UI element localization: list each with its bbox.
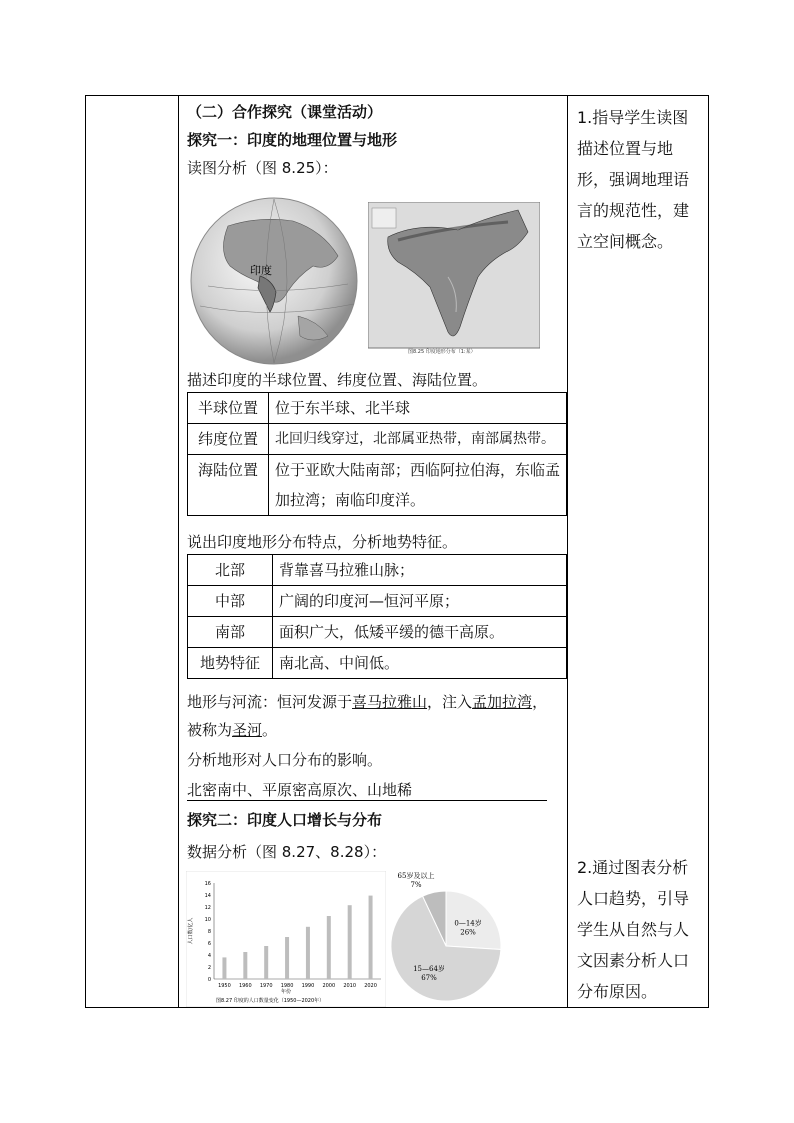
question-terrain: 说出印度地形分布特点，分析地势特征。	[187, 533, 458, 551]
table-value: 南北高、中间低。	[273, 648, 567, 679]
river-prefix: 地形与河流：恒河发源于	[187, 693, 353, 711]
table-key: 南部	[188, 617, 273, 648]
data-analysis-line: 数据分析（图 8.27、8.28）：	[187, 843, 387, 861]
table-value: 面积广大，低矮平缓的德干高原。	[273, 617, 567, 648]
x-tick-label: 1960	[238, 983, 252, 989]
table-value: 北回归线穿过，北部属亚热带，南部属热带。	[269, 424, 567, 455]
globe-image	[188, 196, 360, 366]
answer-text: 北密南中、平原密高原次、山地稀	[187, 780, 547, 801]
pie-label: 15—64岁	[413, 965, 445, 974]
y-tick-label: 2	[207, 965, 211, 971]
table-key: 地势特征	[188, 648, 273, 679]
x-tick-label: 2020	[364, 983, 377, 989]
table-key: 半球位置	[188, 393, 269, 424]
table-row	[188, 393, 567, 424]
pie-label: 65岁及以上	[397, 872, 435, 880]
bar	[306, 927, 310, 979]
x-tick-label: 1980	[280, 983, 294, 989]
table-row	[188, 648, 567, 679]
answer-population	[187, 780, 547, 801]
age-structure-pie-chart	[378, 866, 528, 1006]
pie-value-label: 67%	[421, 974, 437, 983]
terrain-table	[187, 554, 567, 679]
table-row	[188, 455, 567, 516]
bar	[285, 937, 289, 979]
bar	[243, 952, 247, 979]
y-tick-label: 14	[204, 893, 211, 899]
bar	[369, 896, 373, 979]
table-row	[188, 555, 567, 586]
x-tick-label: 2010	[343, 983, 357, 989]
holy-end: 。	[262, 721, 278, 739]
holy-prefix: 被称为	[187, 721, 233, 739]
bar	[264, 946, 268, 979]
table-value: 背靠喜马拉雅山脉；	[273, 555, 567, 586]
river-line	[187, 692, 547, 712]
table-key: 海陆位置	[188, 455, 269, 516]
bar	[348, 905, 352, 979]
activity-column	[178, 96, 567, 1007]
table-key: 纬度位置	[188, 424, 269, 455]
notes-column	[568, 96, 710, 1007]
river-end: ，	[532, 693, 548, 711]
y-tick-label: 4	[207, 953, 211, 959]
read-map-line: 读图分析（图 8.25）：	[187, 159, 338, 177]
bar	[327, 916, 331, 979]
table-value: 广阔的印度河—恒河平原；	[273, 586, 567, 617]
bar-ylabel: 人口数/亿人	[188, 917, 194, 945]
map-caption: 图8.25 印度地形分布（1:某）	[408, 349, 476, 354]
table-key: 中部	[188, 586, 273, 617]
question-position: 描述印度的半球位置、纬度位置、海陆位置。	[187, 371, 488, 389]
lesson-table	[85, 95, 709, 1008]
bar-xlabel: 年份	[280, 989, 292, 995]
y-tick-label: 8	[207, 929, 211, 935]
position-table	[187, 392, 567, 516]
y-tick-label: 16	[204, 881, 211, 887]
river-source: 喜马拉雅山	[352, 693, 428, 711]
x-tick-label: 1990	[301, 983, 315, 989]
holy-river-line	[187, 720, 277, 740]
pie-value-label: 26%	[460, 928, 476, 937]
pie-value-label: 7%	[410, 881, 422, 889]
holy-name: 圣河	[232, 721, 263, 739]
terrain-map-image	[368, 202, 540, 354]
y-tick-label: 10	[204, 917, 211, 923]
river-mouth: 孟加拉湾	[472, 693, 533, 711]
y-tick-label: 0	[207, 977, 211, 983]
table-row	[188, 424, 567, 455]
question-population: 分析地形对人口分布的影响。	[187, 751, 383, 769]
population-bar-chart	[186, 871, 386, 1007]
river-mid: ，注入	[427, 693, 473, 711]
table-value: 位于亚欧大陆南部；西临阿拉伯海，东临孟加拉湾；南临印度洋。	[269, 455, 567, 516]
bar-caption: 图8.27 印度的人口数量变化（1950—2020年）	[216, 998, 325, 1004]
pie-label: 0—14岁	[454, 919, 482, 928]
inquiry1-title: 探究一：印度的地理位置与地形	[187, 131, 398, 149]
table-key: 北部	[188, 555, 273, 586]
table-row	[188, 586, 567, 617]
globe-label: 印度	[250, 264, 272, 277]
table-value: 位于东半球、北半球	[269, 393, 567, 424]
bar	[222, 957, 226, 979]
x-tick-label: 1970	[259, 983, 273, 989]
table-row	[188, 617, 567, 648]
inquiry2-title: 探究二：印度人口增长与分布	[187, 811, 383, 829]
note-1: 1.指导学生读图描述位置与地形，强调地理语言的规范性，建立空间概念。	[577, 108, 690, 251]
y-tick-label: 6	[207, 941, 211, 947]
x-tick-label: 1950	[218, 983, 231, 989]
y-tick-label: 12	[204, 905, 211, 911]
x-tick-label: 2000	[322, 983, 336, 989]
note-2: 2.通过图表分析人口趋势，引导学生从自然与人文因素分析人口分布原因。	[577, 858, 690, 1001]
section-title: （二）合作探究（课堂活动）	[187, 103, 383, 121]
